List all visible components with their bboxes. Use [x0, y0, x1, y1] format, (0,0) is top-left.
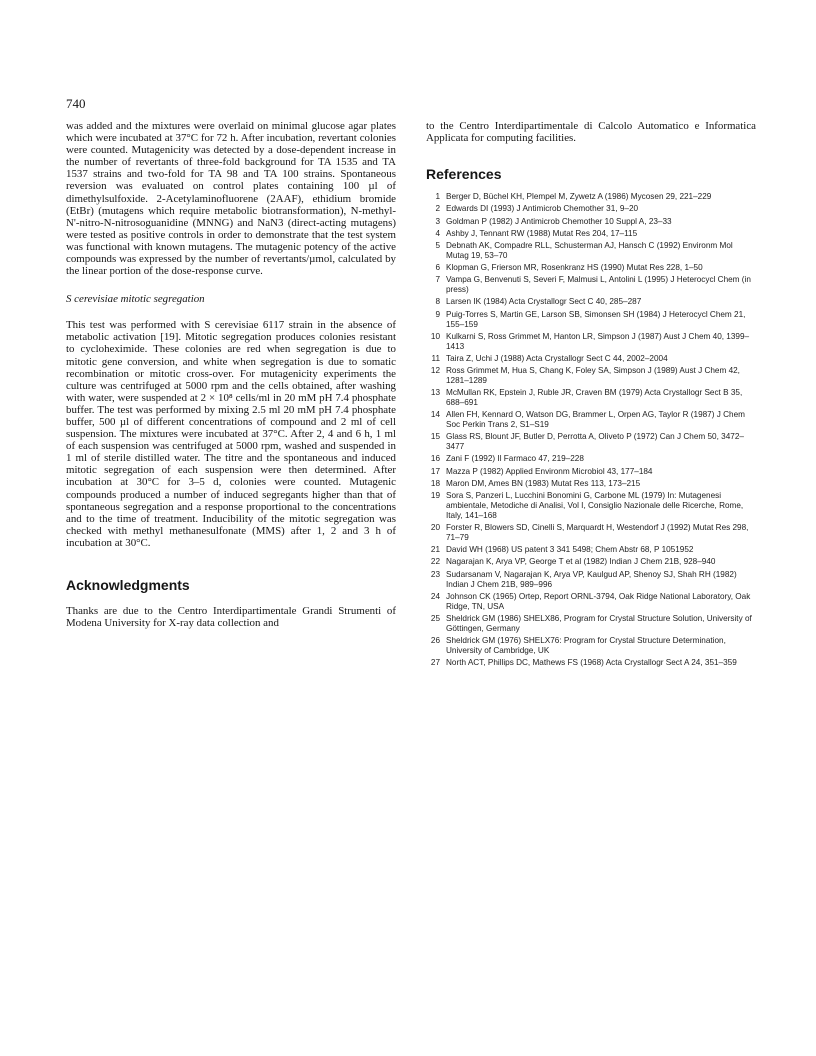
reference-text: Vampa G, Benvenuti S, Severi F, Malmusi L, Antolini L (1995) J Heterocycl Chem (in press)	[446, 275, 751, 295]
acknowledgments-continued: to the Centro Interdipartimentale di Calcolo Automatico e Informatica Applicata for computing facilities.	[426, 120, 756, 145]
reference-text: Nagarajan K, Arya VP, George T et al (1982) Indian J Chem 21B, 928–940	[446, 557, 716, 567]
reference-number: 2	[435, 204, 440, 214]
reference-item	[426, 354, 756, 364]
reference-list	[426, 192, 756, 668]
reference-text: Mazza P (1982) Applied Environm Microbiol 43, 177–184	[446, 466, 653, 476]
reference-item	[426, 241, 756, 261]
reference-number: 1	[435, 192, 440, 202]
reference-number: 20	[430, 523, 440, 533]
reference-text: Goldman P (1982) J Antimicrob Chemother 10 Suppl A, 23–33	[446, 216, 672, 226]
reference-text: Puig-Torres S, Martin GE, Larson SB, Simonsen SH (1984) J Heterocycl Chem 21, 155–159	[446, 309, 746, 329]
reference-item	[426, 557, 756, 567]
reference-text: Ashby J, Tennant RW (1988) Mutat Res 204, 17–115	[446, 228, 638, 238]
reference-item	[426, 592, 756, 612]
reference-item	[426, 523, 756, 543]
reference-number: 26	[430, 635, 440, 645]
body-paragraph-ames: was added and the mixtures were overlaid on minimal glucose agar plates which were incubated at 37°C for 72 h. After incubation, revertant colonies were counted. Mutagenicity was detected by a dose-dependent increase in the number of revertants of three-fold background for TA 1535 and TA 1537 strains and two-fold for TA 98 and TA 100 strains. Spontaneous reversion was evaluated on control plates containing 100 µl of dimethylsulfoxide. 2-Acetylaminofluorene (2AAF), ethidium bromide (EtBr) (mutagens which require metabolic biotransformation), N-methyl-N'-nitro-N-nitrosoguanidine (MNNG) and NaN3 (direct-acting mutagens) were tested as positive controls in order to demonstrate that the test system was functional with known mutagens. The mutagenic potency of the active compounds was expressed by the number of revertants/µmol, calculated by the linear portion of the dose-response curve.	[66, 120, 396, 278]
reference-text: McMullan RK, Epstein J, Ruble JR, Craven BM (1979) Acta Crystallogr Sect B 35, 688–691	[446, 388, 743, 408]
reference-number: 7	[435, 275, 440, 285]
reference-number: 13	[430, 388, 440, 398]
reference-text: Forster R, Blowers SD, Cinelli S, Marquardt H, Westendorf J (1992) Mutat Res 298, 71–79	[446, 523, 749, 543]
reference-number: 23	[430, 569, 440, 579]
reference-number: 21	[430, 545, 440, 555]
reference-number: 25	[430, 613, 440, 623]
reference-text: Ross Grimmet M, Hua S, Chang K, Foley SA, Simpson J (1989) Aust J Chem 42, 1281–1289	[446, 366, 740, 385]
subheading-mitotic-segregation: S cerevisiae mitotic segregation	[66, 293, 205, 306]
reference-number: 11	[431, 353, 440, 363]
reference-item	[426, 192, 756, 202]
reference-item	[426, 636, 756, 656]
reference-item	[426, 297, 756, 307]
reference-item	[426, 467, 756, 477]
reference-text: Sheldrick GM (1976) SHELX76: Program for Crystal Structure Determination, University of Cambridge, UK	[446, 635, 726, 655]
reference-item	[426, 570, 756, 590]
reference-number: 24	[430, 591, 440, 601]
reference-number: 16	[430, 454, 440, 464]
reference-number: 9	[435, 309, 440, 319]
acknowledgments-text: Thanks are due to the Centro Interdipartimentale Grandi Strumenti of Modena University for X-ray data collection and	[66, 605, 396, 630]
reference-number: 27	[430, 658, 440, 668]
reference-item	[426, 614, 756, 634]
reference-number: 4	[435, 228, 440, 238]
reference-text: Larsen IK (1984) Acta Crystallogr Sect C 40, 285–287	[446, 297, 642, 307]
reference-text: Klopman G, Frierson MR, Rosenkranz HS (1990) Mutat Res 228, 1–50	[446, 263, 703, 273]
reference-text: Taira Z, Uchi J (1988) Acta Crystallogr Sect C 44, 2002–2004	[446, 353, 668, 363]
reference-item	[426, 275, 756, 295]
acknowledgments-heading: Acknowledgments	[66, 577, 190, 593]
reference-number: 5	[435, 241, 440, 250]
reference-text: Kulkarni S, Ross Grimmet M, Hanton LR, Simpson J (1987) Aust J Chem 40, 1399–1413	[446, 331, 750, 351]
references-heading: References	[426, 166, 502, 183]
reference-item	[426, 479, 756, 489]
reference-number: 12	[430, 366, 440, 376]
reference-item	[426, 432, 756, 452]
reference-item	[426, 410, 756, 430]
reference-text: Sheldrick GM (1986) SHELX86, Program for Crystal Structure Solution, University of Göttingen, Germany	[446, 613, 752, 633]
reference-text: Berger D, Büchel KH, Plempel M, Zywetz A (1986) Mycosen 29, 221–229	[446, 192, 712, 202]
reference-item	[426, 545, 756, 555]
reference-text: Johnson CK (1965) Ortep, Report ORNL-3794, Oak Ridge National Laboratory, Oak Ridge, TN, USA	[446, 591, 751, 611]
reference-number: 22	[430, 557, 440, 567]
body-paragraph-mitotic: This test was performed with S cerevisiae 6117 strain in the absence of metabolic activation [19]. Mitotic segregation produces colonies resistant to cycloheximide. These colonies are red when segregation is due to mitotic gene conversion, and white when segregation is due to somatic recombination or mitotic cross-over. For mutagenicity experiments the culture was centrifuged at 5000 rpm and the cells obtained, after washing with water, were suspended at 2 × 10⁸ cells/ml in 20 mM pH 7.4 phosphate buffer. The test was performed by mixing 2.5 ml 20 mM pH 7.4 phosphate buffer, 500 µl of different concentrations of compound and 2 ml of cell suspension. The mixtures were incubated at 37°C. After 2, 4 and 6 h, 1 ml of each suspension was centrifuged at 5000 rpm, washed and suspended in 1 ml of sterile distilled water. The titre and the spontaneous and induced mitotic segregation of each suspension were then determined. After incubation at 30°C for 3–5 d, colonies were counted. Mutagenic compounds produced a number of induced segregants higher than that of spontaneous segregation and a response proportional to the concentrations and to the time of treatment. Inducibility of the mitotic segregation was checked with methyl methanesulfonate (MMS) after 1, 2 and 3 h of incubation at 30°C.	[66, 319, 396, 549]
reference-item	[426, 454, 756, 464]
reference-item	[426, 658, 756, 668]
reference-text: Allen FH, Kennard O, Watson DG, Brammer L, Orpen AG, Taylor R (1987) J Chem Soc Perkin Trans 2, S1–S19	[446, 410, 745, 430]
reference-item	[426, 491, 756, 521]
reference-item	[426, 366, 756, 386]
reference-text: North ACT, Phillips DC, Mathews FS (1968) Acta Crystallogr Sect A 24, 351–359	[446, 658, 737, 668]
reference-number: 19	[430, 491, 440, 501]
reference-text: Sudarsanam V, Nagarajan K, Arya VP, Kaulgud AP, Shenoy SJ, Shah RH (1982) Indian J Chem 21B, 989–996	[446, 569, 737, 589]
page-number: 740	[66, 96, 86, 111]
reference-text: Debnath AK, Compadre RLL, Schusterman AJ, Hansch C (1992) Environm Mol Mutag 19, 53–70	[446, 241, 733, 260]
reference-text: Zani F (1992) Il Farmaco 47, 219–228	[446, 454, 584, 464]
reference-text: David WH (1968) US patent 3 341 5498; Chem Abstr 68, P 1051952	[446, 545, 694, 555]
reference-text: Maron DM, Ames BN (1983) Mutat Res 113, 173–215	[446, 478, 641, 488]
reference-number: 14	[430, 410, 440, 420]
reference-item	[426, 204, 756, 214]
reference-item	[426, 263, 756, 273]
reference-text: Glass RS, Blount JF, Butler D, Perrotta A, Oliveto P (1972) Can J Chem 50, 3472–3477	[446, 432, 744, 452]
reference-number: 17	[430, 466, 440, 476]
reference-number: 10	[430, 331, 440, 341]
reference-item	[426, 229, 756, 239]
reference-number: 3	[435, 216, 440, 226]
reference-number: 6	[435, 263, 440, 273]
reference-item	[426, 310, 756, 330]
reference-item	[426, 332, 756, 352]
reference-number: 18	[430, 478, 440, 488]
reference-number: 8	[435, 297, 440, 307]
reference-item	[426, 388, 756, 408]
reference-text: Edwards DI (1993) J Antimicrob Chemother 31, 9–20	[446, 204, 639, 214]
reference-item	[426, 217, 756, 227]
reference-text: Sora S, Panzeri L, Lucchini Bonomini G, Carbone ML (1979) In: Mutagenesi ambientale, Metodiche di Analisi, Vol I, Consiglio Nazionale delle Ricerche, Rome, Italy, 141–168	[446, 491, 744, 520]
left-column	[66, 120, 396, 629]
reference-number: 15	[430, 432, 440, 442]
right-column	[426, 120, 756, 670]
